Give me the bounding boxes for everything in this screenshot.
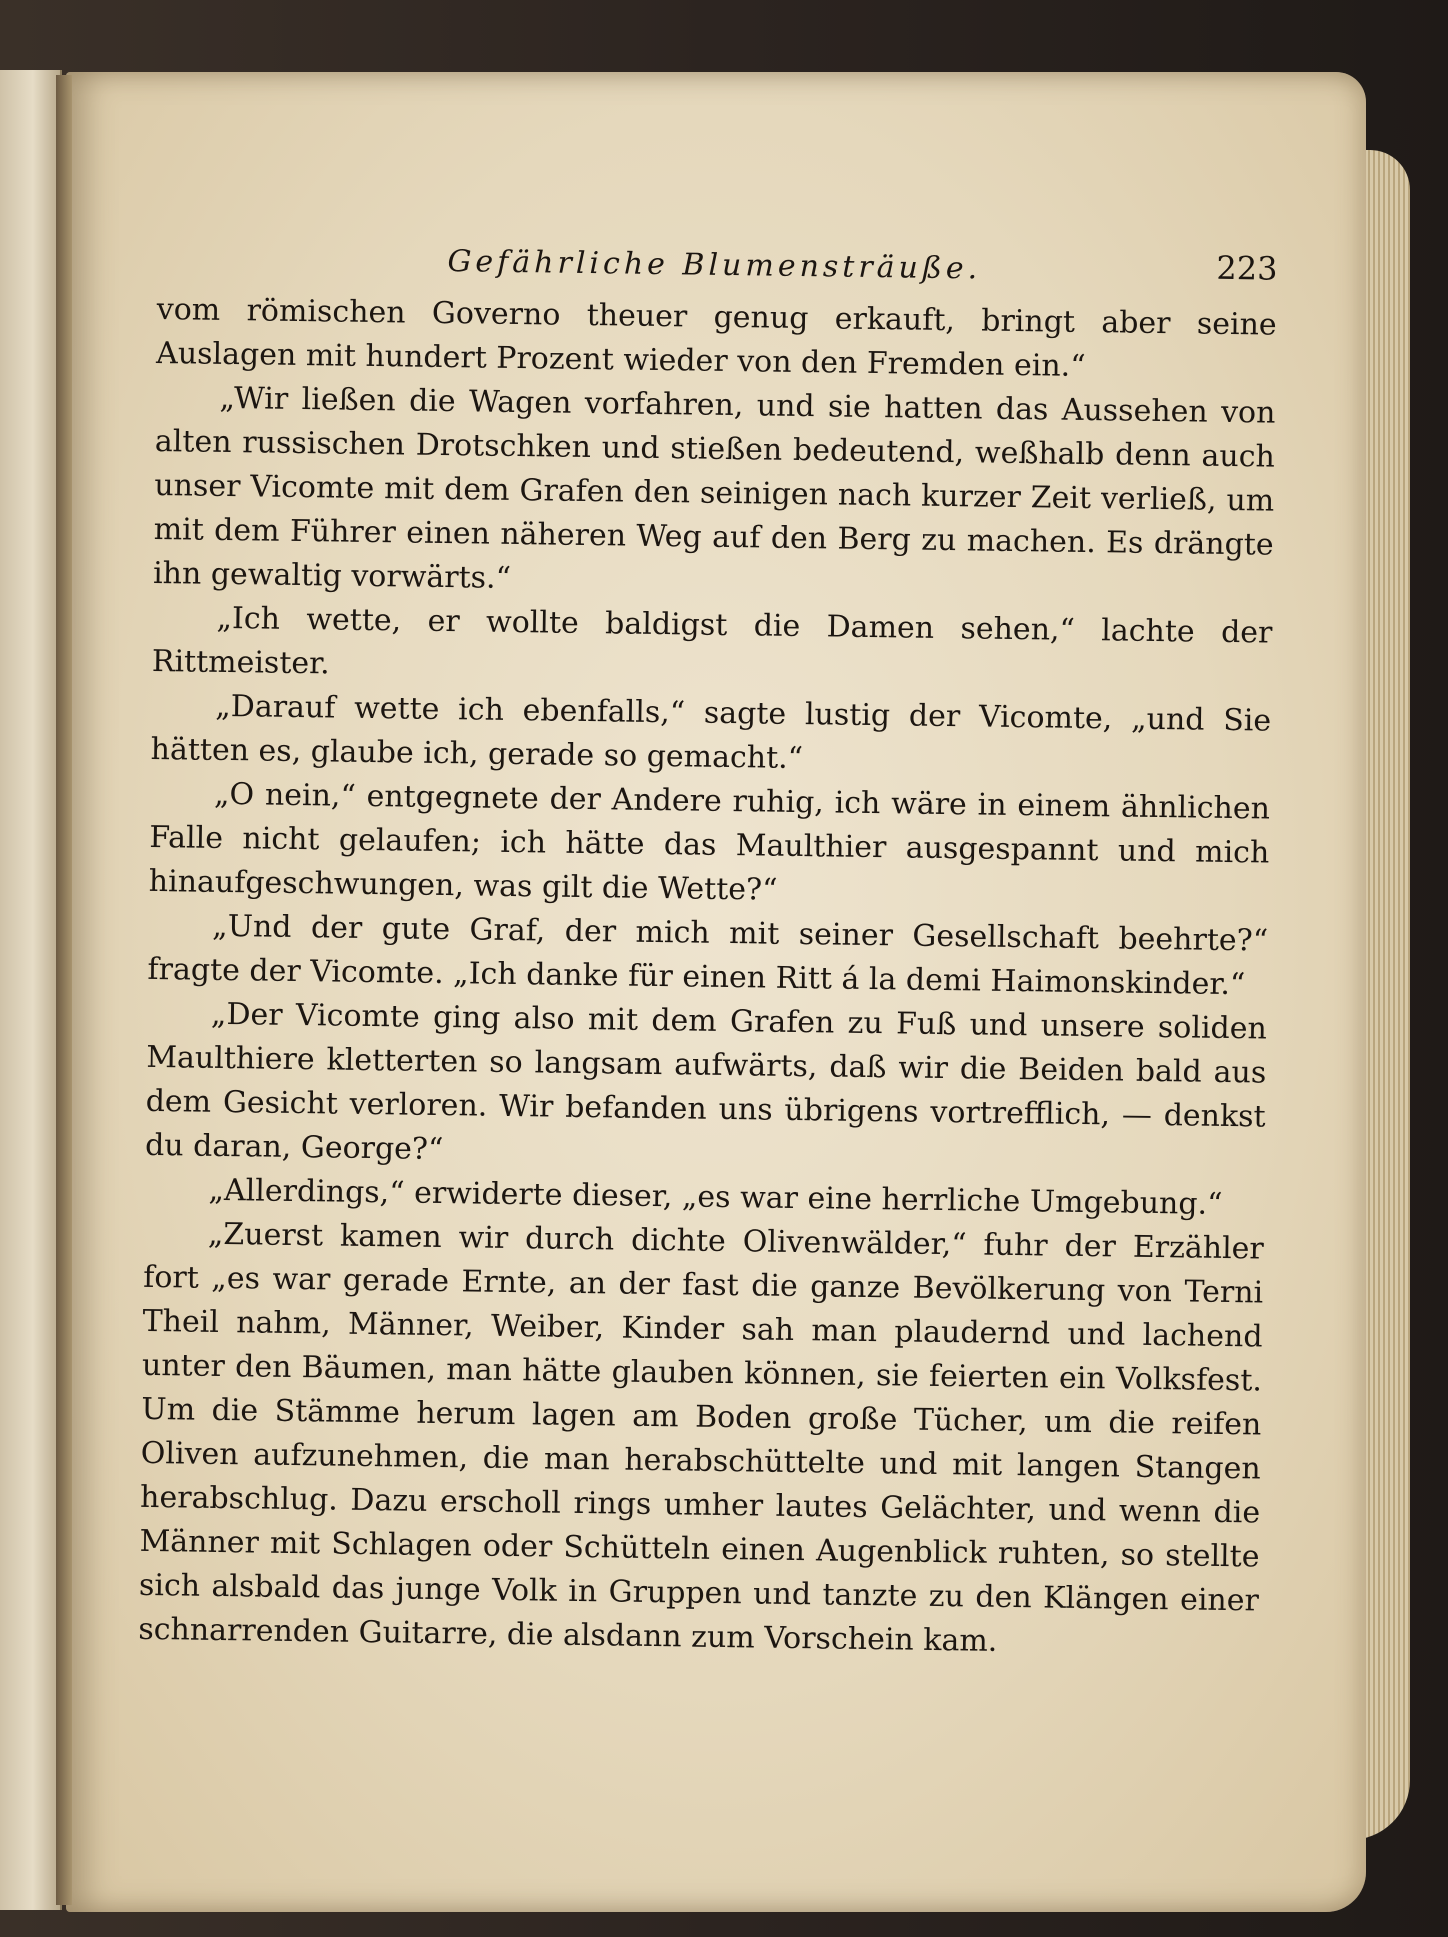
paragraph: vom römischen Governo theuer genug erkauft, bringt aber seine Auslagen mit hundert Prozent wieder von den Fremden ein.“ [155, 291, 1277, 384]
paragraph: „Darauf wette ich ebenfalls,“ sagte lustig der Vicomte, „und Sie hätten es, glaube ich, gerade so gemacht.“ [150, 688, 1272, 777]
paragraph: „Allerdings,“ erwiderte dieser, „es war eine herrliche Umgebung.“ [208, 1172, 1223, 1222]
running-head: Gefährliche Blumensträuße. [447, 244, 982, 287]
paragraph: „Der Vicomte ging also mit dem Grafen zu Fuß und unsere soliden Maulthiere kletterten so langsam aufwärts, daß wir die Beiden bald aus dem Gesicht verloren. Wir befanden uns übrigens vortrefflich, — denkst du daran, George?“ [144, 996, 1268, 1168]
page-number: 223 [1216, 248, 1278, 288]
left-page-edge [0, 70, 62, 1910]
paragraph: „Zuerst kamen wir durch dichte Olivenwälder,“ fuhr der Erzähler fort „es war gerade Ernte, an der fast die ganze Bevölkerung von Terni Theil nahm, Männer, Weiber, Kinder sah man plaudernd und lachend unter den Bäumen, man hätte glauben können, sie feierten ein Volksfest. Um die Stämme herum lagen am Boden große Tücher, um die reifen Oliven aufzunehmen, die man herabschüttelte und mit langen Stangen herabschlug. Dazu erscholl rings umher lautes Gelächter, und wenn die Männer mit Schlagen oder Schütteln einen Augenblick ruhten, so stellte sich alsbald das junge Volk in Gruppen und tanzte zu den Klängen einer schnarrenden Guitarre, die alsdann zum Vorschein kam. [138, 1216, 1265, 1659]
paragraph: „O nein,“ entgegnete der Andere ruhig, ich wäre in einem ähnlichen Falle nicht gelaufen; ich hätte das Maulthier ausgespannt und mich hinaufgeschwungen, was gilt die Wette?“ [148, 776, 1271, 908]
page-header [157, 222, 1278, 298]
paragraph: „Wir ließen die Wagen vorfahren, und sie hatten das Aussehen von alten russischen Drotschken und stießen bedeutend, weßhalb denn auch unser Vicomte mit dem Grafen den seinigen nach kurzer Zeit verließ, um mit dem Führer einen näheren Weg auf den Berg zu machen. Es drängte ihn gewaltig vorwärts.“ [152, 380, 1276, 596]
paragraph: „Ich wette, er wollte baldigst die Damen sehen,“ lachte der Rittmeister. [151, 600, 1273, 682]
book-gutter [56, 75, 72, 1905]
book-page [66, 72, 1366, 1912]
text-block [138, 222, 1278, 1667]
paragraph: „Und der gute Graf, der mich mit seiner Gesellschaft beehrte?“ fragte der Vicomte. „Ich danke für einen Ritt á la demi Haimonskinder.“ [147, 908, 1269, 1003]
